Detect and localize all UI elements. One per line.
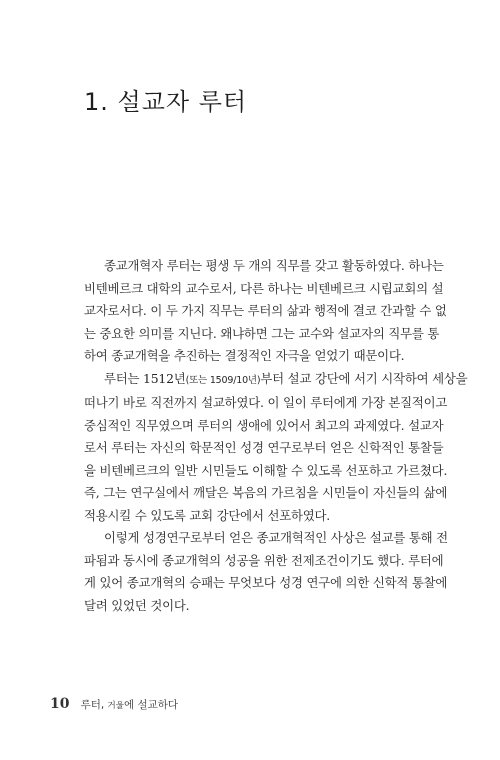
text-line: 로서 루터는 자신의 학문적인 성경 연구로부터 얻은 신학적인 통찰들 xyxy=(84,440,444,455)
text-line: 이렇게 성경연구로부터 얻은 종교개혁적인 사상은 설교를 통해 전 xyxy=(104,530,448,545)
text-line: 루터는 1512년(또는 1509/10년)부터 설교 강단에 서기 시작하여 세상을 xyxy=(104,370,468,386)
text-line: 즉, 그는 연구실에서 깨달은 복음의 가르침을 시민들이 자신들의 삶에 xyxy=(84,485,448,500)
running-title: 루터, 거울에 설교하다 xyxy=(80,699,179,711)
chapter-heading xyxy=(84,82,247,117)
text-line: 을 비텐베르크의 일반 시민들도 이해할 수 있도록 선포하고 가르쳤다. xyxy=(84,462,448,478)
text-line: 파됨과 동시에 종교개혁의 성공을 위한 전제조건이기도 했다. 루터에 xyxy=(84,552,444,568)
page-footer xyxy=(50,693,178,712)
year-note: (또는 1509/10년) xyxy=(185,374,261,386)
text-line: 하여 종교개혁을 추진하는 결정적인 자극을 얻었기 때문이다. xyxy=(84,348,405,363)
text-line: 적용시킬 수 있도록 교회 강단에서 선포하였다. xyxy=(84,507,331,523)
text-line: 중심적인 직무였으며 루터의 생애에 있어서 최고의 과제였다. 설교자 xyxy=(84,417,444,433)
page-number: 10 xyxy=(50,696,70,712)
body-text xyxy=(84,255,468,617)
text-line: 비텐베르크 대학의 교수로서, 다른 하나는 비텐베르크 시립교회의 설 xyxy=(84,280,444,296)
chapter-number: 1. xyxy=(84,88,109,116)
text-line: 게 있어 종교개혁의 승패는 무엇보다 성경 연구에 의한 신학적 통찰에 xyxy=(84,575,448,590)
text-line: 달려 있었던 것이다. xyxy=(84,597,190,613)
chapter-title: 설교자 루터 xyxy=(117,88,248,116)
text-line: 떠나기 바로 직전까지 설교하였다. 이 일이 루터에게 가장 본질적이고 xyxy=(84,395,448,410)
paragraph-3 xyxy=(84,527,448,617)
text-line: 는 중요한 의미를 지닌다. 왜냐하면 그는 교수와 설교자의 직무를 통 xyxy=(84,325,440,341)
paragraph-2 xyxy=(84,368,468,528)
text-line: 교자로서다. 이 두 가지 직무는 루터의 삶과 행적에 결코 간과할 수 없 xyxy=(84,303,447,318)
paragraph-1 xyxy=(84,255,447,368)
text-line: 종교개혁자 루터는 평생 두 개의 직무를 갖고 활동하였다. 하나는 xyxy=(104,258,444,273)
